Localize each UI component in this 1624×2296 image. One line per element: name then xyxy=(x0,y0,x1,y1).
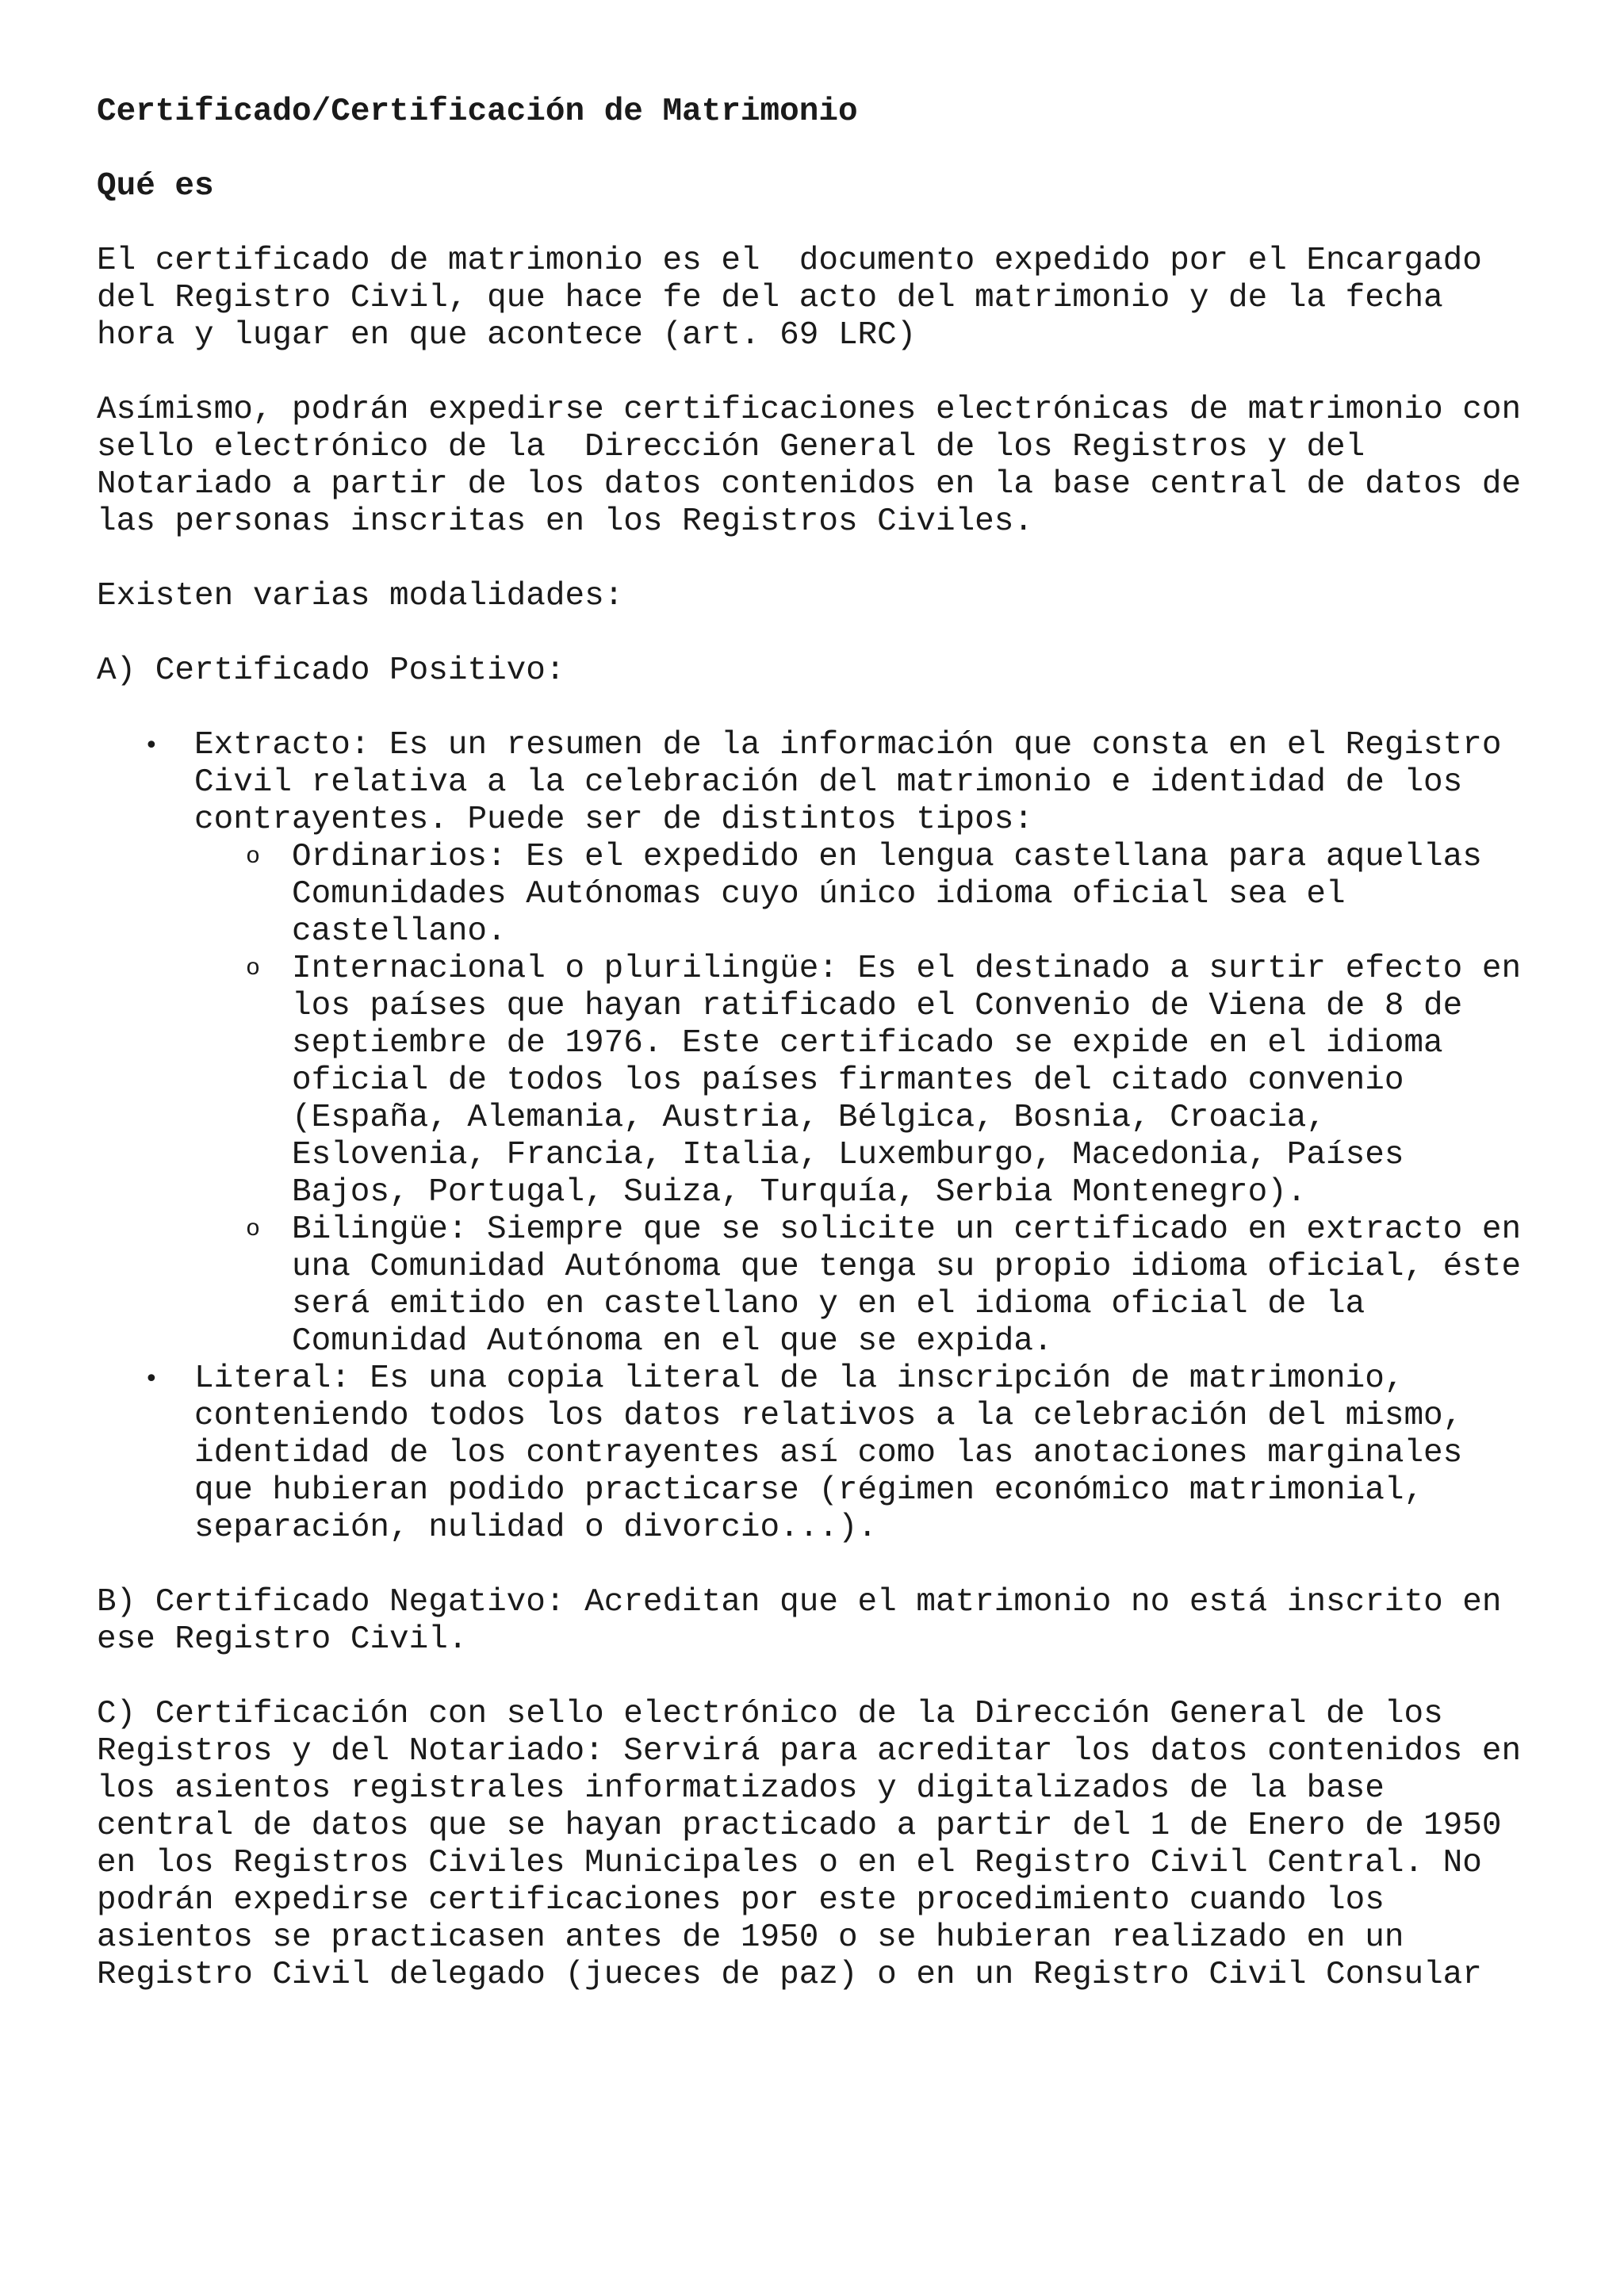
document-page xyxy=(97,94,1548,2031)
sub-bullet-icon: o xyxy=(246,955,261,982)
bullet-icon: • xyxy=(144,1365,159,1393)
sublist-item-text: Bilingüe: Siempre que se solicite un certificado en extracto en una Comunidad Autónoma que tenga su propio idioma oficial, éste será emitido en castellano y en el idioma oficial de la Comunidad Autónoma en el que se expida. xyxy=(292,1211,1522,1360)
sublist-item-text: Ordinarios: Es el expedido en lengua castellana para aquellas Comunidades Autónomas cuyo único idioma oficial sea el castellano. xyxy=(292,839,1482,950)
sublist-item-text: Internacional o plurilingüe: Es el destinado a surtir efecto en los países que hayan ratificado el Convenio de Viena de 8 de septiembre de 1976. Este certificado se expide en el idioma oficial de todos los países firmantes del citado convenio (España, Alemania, Austria, Bélgica, Bosnia, Croacia, Eslovenia, Francia, Italia, Luxemburgo, Macedonia, Países Bajos, Portugal, Suiza, Turquía, Serbia Montenegro). xyxy=(292,951,1522,1211)
sublist-item-bilingue xyxy=(194,1211,1548,1360)
section-a-heading: A) Certificado Positivo: xyxy=(97,652,565,689)
list-item-extracto xyxy=(97,727,1548,1360)
bullet-icon: • xyxy=(144,732,159,760)
sub-bullet-icon: o xyxy=(246,844,261,871)
sublist-extracto-types xyxy=(194,839,1548,1360)
list-item-text: Extracto: Es un resumen de la información que consta en el Registro Civil relativa a la celebración del matrimonio e identidad de los contrayentes. Puede ser de distintos tipos: xyxy=(194,727,1502,838)
paragraph-definition: El certificado de matrimonio es el documento expedido por el Encargado del Registro Civil, que hace fe del acto del matrimonio y de la fecha hora y lugar en que acontece (art. 69 LRC) xyxy=(97,243,1482,354)
modalities-list xyxy=(97,727,1548,1547)
paragraph-modalities: Existen varias modalidades: xyxy=(97,578,624,614)
sublist-item-ordinarios xyxy=(194,839,1548,951)
section-b-paragraph: B) Certificado Negativo: Acreditan que el matrimonio no está inscrito en ese Registro Civil. xyxy=(97,1584,1502,1658)
document-title: Certificado/Certificación de Matrimonio xyxy=(97,94,858,130)
section-c-paragraph: C) Certificación con sello electrónico de la Dirección General de los Registros y del Notariado: Servirá para acreditar los datos contenidos en los asientos registrales informatizados y digitalizados de la base central de datos que se hayan practicado a partir del 1 de Enero de 1950 en los Registros Civiles Municipales o en el Registro Civil Central. No podrán expedirse certificaciones por este procedimiento cuando los asientos se practicasen antes de 1950 o se hubieran realizado en un Registro Civil delegado (jueces de paz) o en un Registro Civil Consular xyxy=(97,1696,1522,1993)
paragraph-electronic: Asímismo, podrán expedirse certificaciones electrónicas de matrimonio con sello electrónico de la Dirección General de los Registros y del Notariado a partir de los datos contenidos en la base central de datos de las personas inscritas en los Registros Civiles. xyxy=(97,392,1522,540)
section-heading: Qué es xyxy=(97,168,214,205)
sublist-item-internacional xyxy=(194,951,1548,1211)
list-item-literal xyxy=(97,1360,1548,1547)
sub-bullet-icon: o xyxy=(246,1216,261,1243)
list-item-text: Literal: Es una copia literal de la inscripción de matrimonio, conteniendo todos los datos relativos a la celebración del mismo, identidad de los contrayentes así como las anotaciones marginales que hubieran podido practicarse (régimen económico matrimonial, separación, nulidad o divorcio...). xyxy=(194,1360,1463,1546)
